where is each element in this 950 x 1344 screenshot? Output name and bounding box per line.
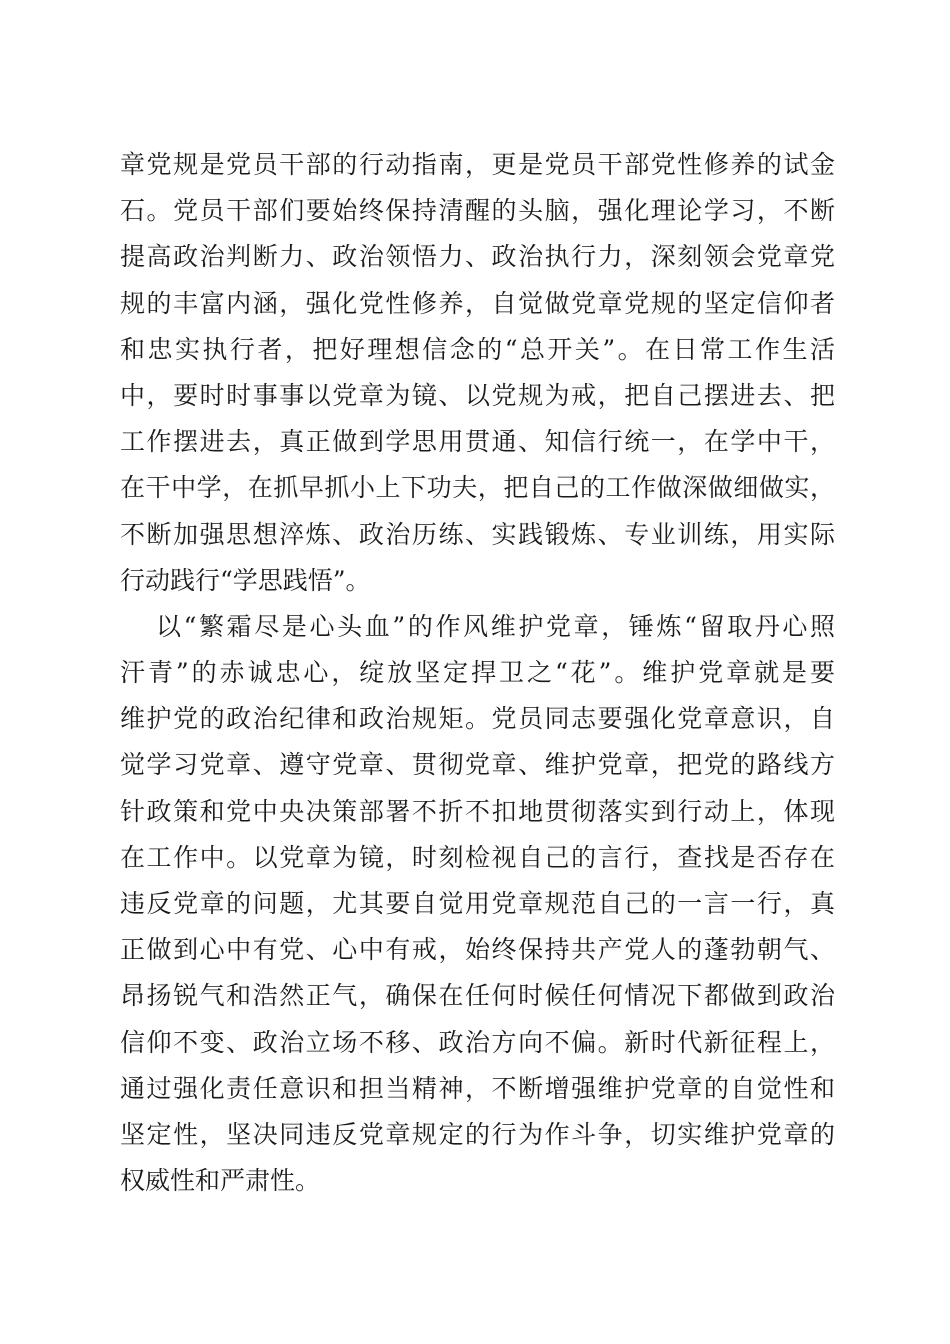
text-line: 工作摆进去，真正做到学思用贯通、知信行统一，在学中干， (120, 427, 835, 457)
text-line: 维护党的政治纪律和政治规矩。党员同志要强化党章意识，自 (120, 704, 835, 734)
text-line: 中，要时时事事以党章为镜、以党规为戒，把自己摆进去、把 (120, 380, 835, 410)
text-line: 汗青”的赤诚忠心，绽放坚定捍卫之“花”。维护党章就是要 (120, 658, 835, 688)
text-line: 石。党员干部们要始终保持清醒的头脑，强化理论学习，不断 (120, 196, 835, 226)
text-line: 通过强化责任意识和担当精神，不断增强维护党章的自觉性和 (120, 1073, 835, 1103)
text-line: 规的丰富内涵，强化党性修养，自觉做党章党规的坚定信仰者 (120, 288, 835, 318)
text-line: 提高政治判断力、政治领悟力、政治执行力，深刻领会党章党 (120, 242, 835, 272)
paragraph-2 (120, 604, 850, 1204)
text-line: 正做到心中有党、心中有戒，始终保持共产党人的蓬勃朝气、 (120, 935, 835, 965)
paragraph-1 (120, 142, 850, 604)
text-line: 以“繁霜尽是心头血”的作风维护党章，锤炼“留取丹心照 (156, 611, 835, 641)
text-line: 章党规是党员干部的行动指南，更是党员干部党性修养的试金 (120, 150, 835, 179)
text-line: 不断加强思想淬炼、政治历练、实践锻炼、专业训练，用实际 (120, 519, 835, 549)
text-line: 昂扬锐气和浩然正气，确保在任何时候任何情况下都做到政治 (120, 981, 835, 1011)
text-line: 觉学习党章、遵守党章、贯彻党章、维护党章，把党的路线方 (120, 750, 835, 780)
text-line: 违反党章的问题，尤其要自觉用党章规范自己的一言一行，真 (120, 889, 835, 918)
text-line: 行动践行“学思践悟”。 (120, 565, 371, 595)
text-line: 针政策和党中央决策部署不折不扣地贯彻落实到行动上，体现 (120, 796, 835, 826)
document-body (120, 142, 850, 1204)
text-line: 权威性和严肃性。 (120, 1166, 321, 1196)
text-line: 在干中学，在抓早抓小上下功夫，把自己的工作做深做细做实， (120, 473, 835, 503)
text-line: 在工作中。以党章为镜，时刻检视自己的言行，查找是否存在 (120, 842, 835, 872)
text-line: 信仰不变、政治立场不移、政治方向不偏。新时代新征程上， (120, 1027, 835, 1057)
text-line: 和忠实执行者，把好理想信念的“总开关”。在日常工作生活 (120, 334, 835, 364)
text-line: 坚定性，坚决同违反党章规定的行为作斗争，切实维护党章的 (120, 1119, 835, 1149)
